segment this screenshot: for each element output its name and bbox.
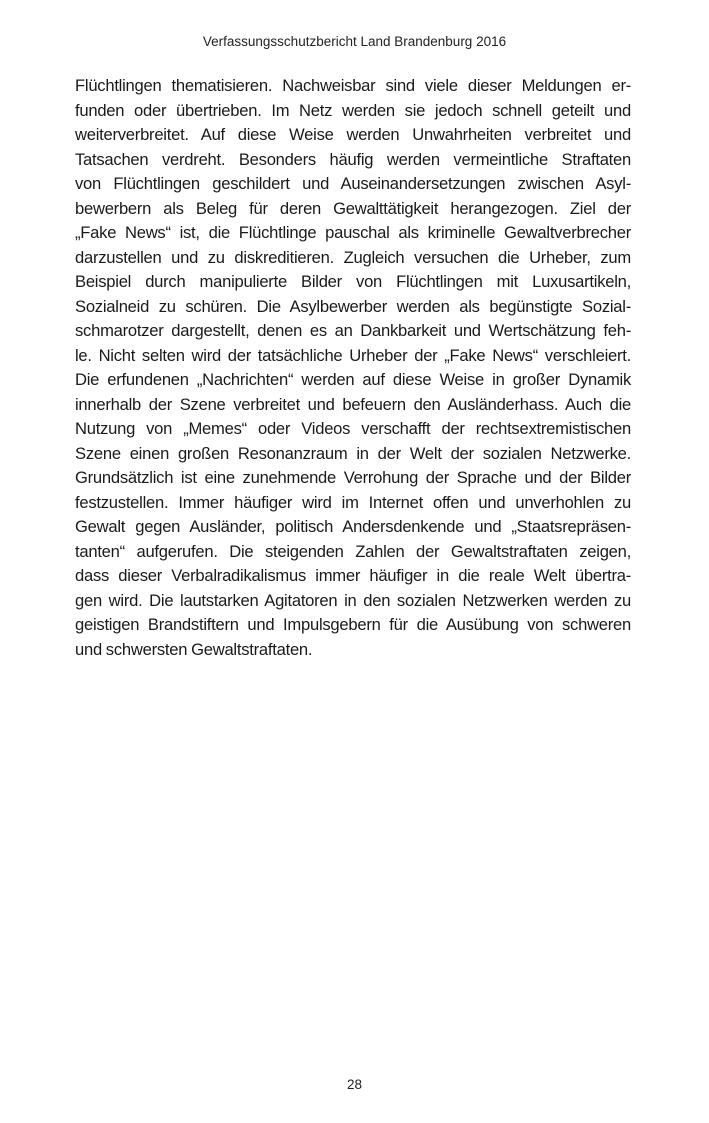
body-paragraph [75,74,631,662]
text-line: Beispiel durch manipulierte Bilder von Flüchtlingen mit Luxusartikeln, [75,272,631,291]
text-line: schmarotzer dargestellt, denen es an Dankbarkeit und Wertschätzung feh- [75,321,631,340]
text-line: darzustellen und zu diskreditieren. Zugleich versuchen die Urheber, zum [75,247,631,267]
text-line: bewerbern als Beleg für deren Gewalttätigkeit herangezogen. Ziel der [75,198,631,218]
text-line: Tatsachen verdreht. Besonders häufig werden vermeintliche Straftaten [75,149,631,169]
text-line: von Flüchtlingen geschildert und Auseinandersetzungen zwischen Asyl- [75,174,631,193]
text-line: innerhalb der Szene verbreitet und befeuern den Ausländerhass. Auch die [75,394,631,414]
text-line: weiterverbreitet. Auf diese Weise werden Unwahrheiten verbreitet und [75,125,631,144]
text-line: Gewalt gegen Ausländer, politisch Andersdenkende und „Staatsrepräsen- [75,517,631,536]
text-line: „Fake News“ ist, die Flüchtlinge pauschal als kriminelle Gewaltverbrecher [75,223,631,242]
text-line: festzustellen. Immer häufiger wird im Internet offen und unverhohlen zu [75,492,631,512]
text-line: dass dieser Verbalradikalismus immer häufiger in die reale Welt übertra- [75,566,631,585]
running-header: Verfassungsschutzbericht Land Brandenburg 2016 [202,34,507,49]
text-line: geistigen Brandstiftern und Impulsgebern für die Ausübung von schweren [75,615,631,634]
text-line: Sozialneid zu schüren. Die Asylbewerber werden als begünstigte Sozial- [75,296,631,316]
text-line: funden oder übertrieben. Im Netz werden sie jedoch schnell geteilt und [75,100,631,120]
text-line: Nutzung von „Memes“ oder Videos verschafft der rechtsextremistischen [75,419,631,438]
text-line: und schwersten Gewaltstraftaten. [75,639,313,659]
text-line: Grundsätzlich ist eine zunehmende Verrohung der Sprache und der Bilder [75,468,631,487]
text-line: gen wird. Die lautstarken Agitatoren in den sozialen Netzwerken werden zu [75,590,631,610]
text-line: tanten“ aufgerufen. Die steigenden Zahlen der Gewaltstraftaten zeigen, [75,541,631,561]
text-line: Szene einen großen Resonanzraum in der Welt der sozialen Netzwerke. [75,443,631,463]
text-line: Flüchtlingen thematisieren. Nachweisbar sind viele dieser Meldungen er- [75,76,631,95]
text-line: Die erfundenen „Nachrichten“ werden auf diese Weise in großer Dynamik [75,370,631,389]
text-line: le. Nicht selten wird der tatsächliche Urheber der „Fake News“ verschleiert. [75,345,631,365]
page-number: 28 [346,1077,363,1092]
